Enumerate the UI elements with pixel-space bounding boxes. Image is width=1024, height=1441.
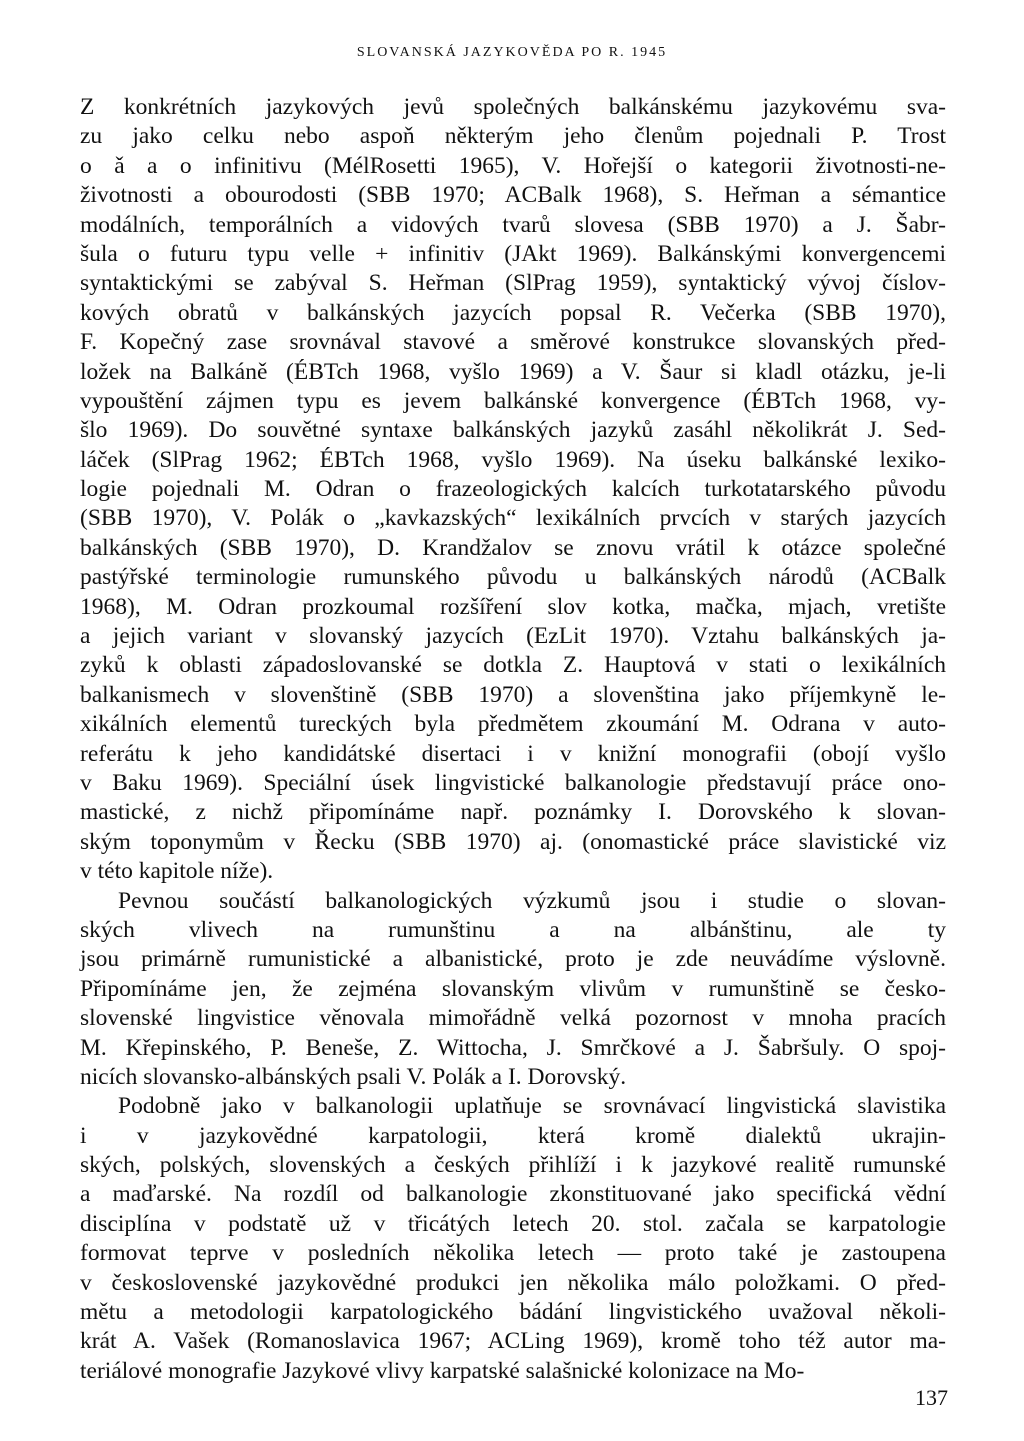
text-line: a maďarské. Na rozdíl od balkanologie zkonstituované jako specifická vědní [80, 1181, 946, 1208]
text-line: F. Kopečný zase srovnával stavové a směrové konstrukce slovanských před- [80, 329, 946, 356]
text-line: Pevnou součástí balkanologických výzkumů jsou i studie o slovan- [118, 887, 946, 914]
text-line: šula o futuru typu velle + infinitiv (JAkt 1969). Balkánskými konvergencemi [80, 240, 946, 267]
text-line: ložek na Balkáně (ÉBTch 1968, vyšlo 1969) a V. Šaur si kladl otázku, je-li [80, 358, 946, 385]
text-line: ských, polských, slovenských a českých přihlíží i k jazykové realitě rumunské [80, 1152, 946, 1179]
text-line: modálních, temporálních a vidových tvarů slovesa (SBB 1970) a J. Šabr- [80, 211, 946, 238]
text-line: ských vlivech na rumunštinu a na albánštinu, ale ty [80, 916, 946, 943]
text-line: v československé jazykovědné produkci jen několika málo položkami. O před- [80, 1269, 946, 1296]
body-text [80, 93, 946, 1386]
text-line: o ǎ a o infinitivu (MélRosetti 1965), V. Hořejší o kategorii životnosti-ne- [80, 152, 946, 179]
text-line: životnosti a obourodosti (SBB 1970; ACBalk 1968), S. Heřman a sémantice [80, 182, 946, 209]
text-line: balkánských (SBB 1970), D. Krandžalov se znovu vrátil k otázce společné [80, 534, 946, 561]
text-line: (SBB 1970), V. Polák o „kavkazských“ lexikálních prvcích v starých jazycích [80, 505, 946, 532]
text-line: zu jako celku nebo aspoň některým jeho členům pojednali P. Trost [80, 123, 946, 150]
page-number: 137 [915, 1385, 948, 1410]
text-line: formovat teprve v posledních několika letech — proto také je zastoupena [80, 1240, 946, 1267]
text-line: mětu a metodologii karpatologického bádání lingvistického uvažoval několi- [80, 1299, 946, 1326]
text-line: láček (SlPrag 1962; ÉBTch 1968, vyšlo 1969). Na úseku balkánské lexiko- [80, 446, 946, 473]
text-line: i v jazykovědné karpatologii, která kromě dialektů ukrajin- [80, 1122, 946, 1149]
text-line: mastické, z nichž připomínáme např. poznámky I. Dorovského k slovan- [80, 799, 946, 826]
text-line: referátu k jeho kandidátské disertaci i v knižní monografii (obojí vyšlo [80, 740, 946, 767]
text-line: xikálních elementů tureckých byla předmětem zkoumání M. Odrana v auto- [80, 711, 946, 738]
text-line: kových obratů v balkánských jazycích popsal R. Večerka (SBB 1970), [80, 299, 946, 326]
text-line: zyků k oblasti západoslovanské se dotkla Z. Hauptová v stati o lexikálních [80, 652, 946, 679]
text-line: teriálové monografie Jazykové vlivy karpatské salašnické kolonizace na Mo- [80, 1357, 805, 1384]
text-line: logie pojednali M. Odran o frazeologických kalcích turkotatarského původu [80, 476, 946, 503]
text-line: krát A. Vašek (Romanoslavica 1967; ACLing 1969), kromě toho též autor ma- [80, 1328, 946, 1355]
text-line: a jejich variant v slovanský jazycích (EzLit 1970). Vztahu balkánských ja- [80, 623, 946, 650]
running-header: SLOVANSKÁ JAZYKOVĚDA PO R. 1945 [356, 45, 668, 60]
text-line: balkanismech v slovenštině (SBB 1970) a slovenština jako příjemkyně le- [80, 681, 946, 708]
text-line: jsou primárně rumunistické a albanistické, proto je zde neuvádíme výslovně. [80, 946, 946, 973]
text-line: slovenské lingvistice věnovala mimořádně velká pozornost v mnoha pracích [80, 1005, 946, 1032]
text-line: syntaktickými se zabýval S. Heřman (SlPrag 1959), syntaktický vývoj číslov- [80, 270, 946, 297]
text-line: disciplína v podstatě už v třicátých letech 20. stol. začala se karpatologie [80, 1210, 946, 1237]
text-line: ským toponymům v Řecku (SBB 1970) aj. (onomastické práce slavistické viz [80, 828, 946, 855]
text-line: Z konkrétních jazykových jevů společných balkánskému jazykovému sva- [80, 94, 946, 120]
text-line: 1968), M. Odran prozkoumal rozšíření slov kotka, mačka, mjach, vretište [80, 593, 946, 620]
text-line: M. Křepinského, P. Beneše, Z. Wittocha, J. Smrčkové a J. Šabršuly. O spoj- [80, 1034, 946, 1061]
text-line: pastýřské terminologie rumunského původu u balkánských národů (ACBalk [80, 564, 946, 591]
text-line: v této kapitole níže). [80, 858, 274, 885]
text-line: v Baku 1969). Speciální úsek lingvistické balkanologie představují práce ono- [80, 769, 946, 796]
text-line: Připomínáme jen, že zejména slovanským vlivům v rumunštině se česko- [80, 975, 946, 1002]
text-line: Podobně jako v balkanologii uplatňuje se srovnávací lingvistická slavistika [118, 1093, 946, 1120]
text-line: nicích slovansko-albánských psali V. Polák a I. Dorovský. [80, 1063, 627, 1090]
text-line: vypouštění zájmen typu es jevem balkánské konvergence (ÉBTch 1968, vy- [80, 387, 946, 414]
text-line: šlo 1969). Do souvětné syntaxe balkánských jazyků zasáhl několikrát J. Sed- [80, 417, 946, 444]
